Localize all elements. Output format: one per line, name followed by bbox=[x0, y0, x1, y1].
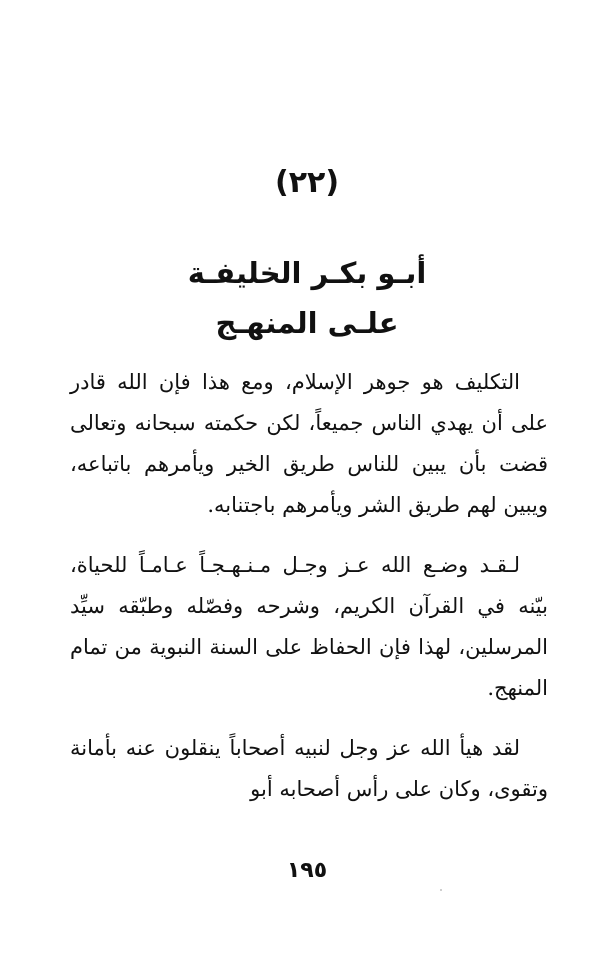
chapter-title-line-1: أبـو بكـر الخليفـة bbox=[187, 256, 427, 290]
page-number: ١٩٥ bbox=[286, 858, 328, 883]
paragraph-1: التكليف هو جوهر الإسلام، ومع هذا فإن الله قادر على أن يهدي الناس جميعاً، لكن حكمته سبحانه وتعالى قضت بأن يبين للناس طريق الخير ويأمرهم باتباعه، ويبين لهم طريق الشر ويأمرهم باجتنابه. bbox=[70, 370, 548, 517]
chapter-title-line-2: علـى المنهـج bbox=[215, 306, 399, 340]
chapter-title bbox=[0, 248, 614, 348]
scan-speck bbox=[440, 889, 442, 891]
body-text bbox=[70, 362, 548, 829]
paragraph-3: لقد هيأ الله عز وجل لنبيه أصحاباً ينقلون عنه بأمانة وتقوى، وكان على رأس أصحابه أبو bbox=[70, 736, 548, 801]
paragraph-2: لـقـد وضـع الله عـز وجـل مـنـهـجـاً عـامـاً للحياة، بيّنه في القرآن الكريم، وشرحه وفصّله وطبّقه سيِّد المرسلين، لهذا فإن الحفاظ على السنة النبوية من تمام المنهج. bbox=[70, 553, 548, 700]
chapter-number: (٢٢) bbox=[274, 165, 340, 200]
